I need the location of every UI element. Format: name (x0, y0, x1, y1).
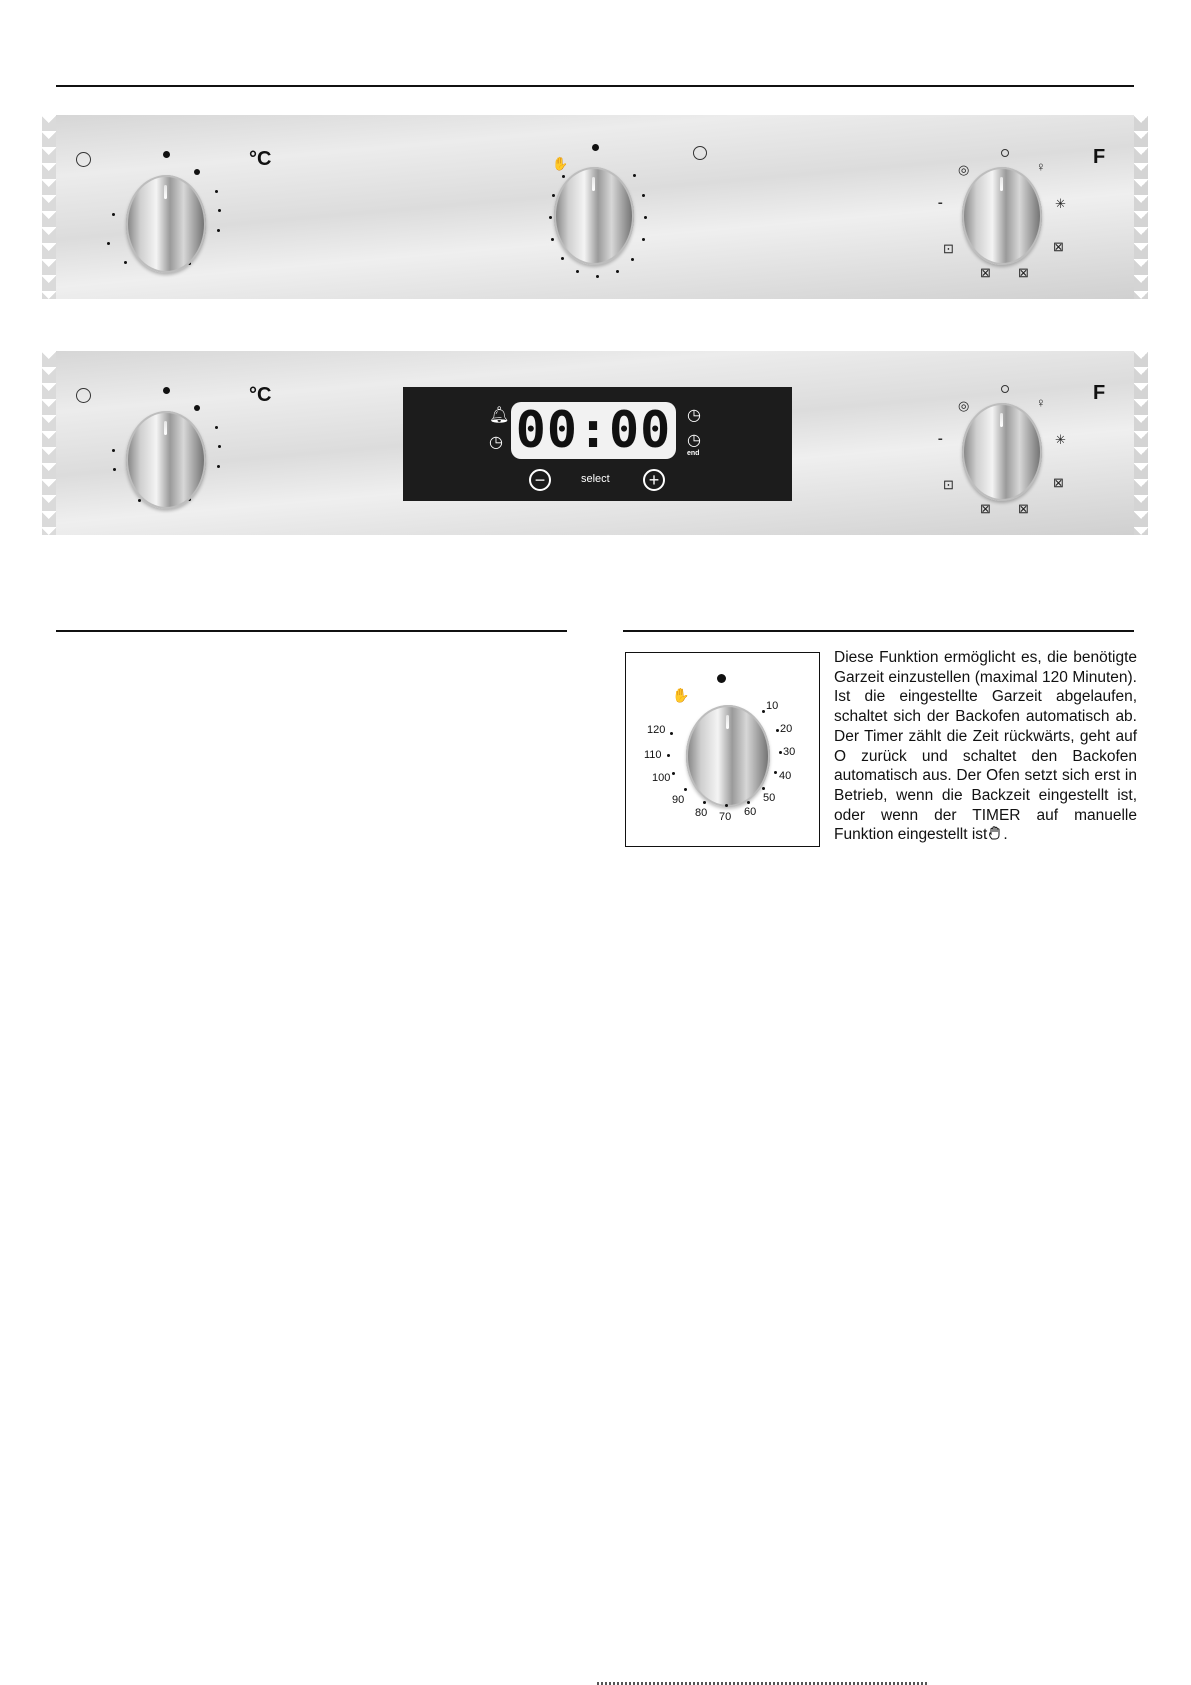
timer-label: 60 (744, 806, 757, 818)
defrost-icon: ✳ (1055, 196, 1066, 211)
double-grill-icon: ⊠ (1018, 501, 1029, 516)
description-end: . (1003, 826, 1008, 844)
function-knob[interactable] (962, 167, 1042, 265)
timer-label: 80 (695, 807, 708, 819)
hand-icon (987, 825, 1003, 841)
plus-button[interactable]: + (643, 469, 665, 491)
grill-fan-icon: ⊠ (1053, 239, 1064, 254)
timer-label: 10 (766, 700, 779, 712)
double-grill-icon: ⊠ (1018, 265, 1029, 280)
off-position-dot (717, 674, 726, 683)
section-rule-left (56, 630, 567, 632)
digital-timer-display (403, 387, 792, 501)
timer-off-dot (592, 144, 599, 151)
pizza-icon: ◎ (958, 398, 970, 413)
temperature-knob[interactable] (126, 175, 206, 273)
defrost-icon: ✳ (1055, 432, 1066, 447)
timer-label: 100 (652, 772, 671, 784)
timer-label: 30 (783, 746, 796, 758)
hand-icon: ✋ (672, 687, 690, 703)
description-text: Diese Funktion ermöglicht es, die benötigte Garzeit einzustellen (maximal 120 Minuten). Ist die eingestellte Garzeit abgelaufen, schaltet sich der Backofen automatisch ab. Der Timer zählt die Zeit rückwärts, geht auf O zurück und schaltet den Backofen automatisch aus. Der Ofen setzt sich erst in Betrieb, wenn die Backzeit eingestellt ist, oder wenn der TIMER auf manuelle Funktion eingestellt ist (834, 649, 1137, 844)
off-position-ring (1001, 149, 1009, 157)
timer-label: 90 (672, 794, 685, 806)
header-rule (56, 85, 1134, 87)
end-time-icon: ◷ (687, 432, 701, 449)
hand-icon: ✋ (552, 156, 569, 171)
function-label: F (1093, 382, 1106, 404)
grill-icon: ⊠ (980, 501, 991, 516)
timer-knob[interactable] (554, 167, 634, 265)
clock-icon: ◷ (489, 434, 503, 451)
clock-icon (693, 146, 707, 160)
function-knob[interactable] (962, 403, 1042, 501)
timer-label: 50 (763, 792, 776, 804)
end-label: end (687, 450, 700, 457)
bell-icon: 🔔︎ (489, 407, 510, 424)
timer-knob (686, 705, 770, 807)
time-readout: 00:00 (511, 402, 676, 459)
section-rule-right (623, 630, 1134, 632)
timer-label: 70 (719, 811, 732, 823)
timer-description (834, 648, 1137, 845)
timer-label: 120 (647, 724, 666, 736)
control-panel-timer (56, 115, 1134, 299)
minus-button[interactable]: − (529, 469, 551, 491)
temp-start-dot (194, 169, 200, 175)
timer-knob-figure (625, 652, 820, 847)
indicator-light (76, 388, 91, 403)
duration-icon: ◷ (687, 407, 701, 424)
conventional-icon: ⊡ (943, 241, 954, 256)
select-label: select (581, 473, 610, 485)
timer-label: 110 (644, 749, 662, 761)
temperature-unit-label: °C (249, 148, 272, 170)
bottom-heat-icon: ⁃ (937, 196, 944, 211)
lamp-icon: ♀ (1036, 159, 1046, 174)
off-position-dot (163, 151, 170, 158)
timer-label: 20 (780, 723, 793, 735)
off-position-ring (1001, 385, 1009, 393)
lamp-icon: ♀ (1036, 395, 1046, 410)
grill-fan-icon: ⊠ (1053, 475, 1064, 490)
temperature-knob[interactable] (126, 411, 206, 509)
temperature-unit-label: °C (249, 384, 272, 406)
indicator-light (76, 152, 91, 167)
bottom-heat-icon: ⁃ (937, 432, 944, 447)
pizza-icon: ◎ (958, 162, 970, 177)
timer-label: 40 (779, 770, 792, 782)
function-label: F (1093, 146, 1106, 168)
grill-icon: ⊠ (980, 265, 991, 280)
conventional-icon: ⊡ (943, 477, 954, 492)
